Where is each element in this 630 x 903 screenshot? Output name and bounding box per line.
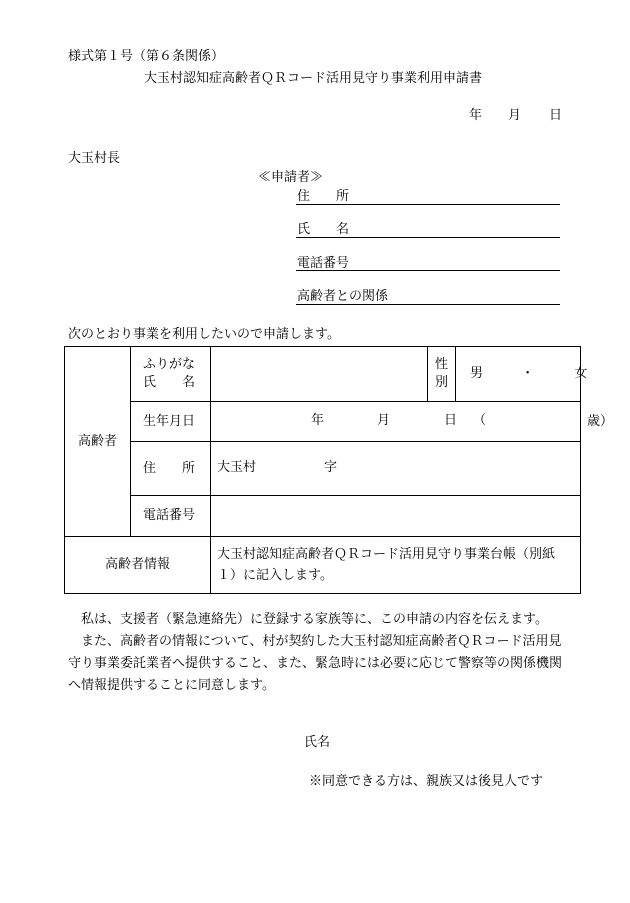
signature-name-label: 氏名: [304, 735, 331, 750]
gender-male-option[interactable]: 男: [470, 366, 484, 381]
age-label: 歳）: [587, 413, 614, 429]
birth-label: 生年月日: [143, 413, 196, 429]
form-number: 様式第１号（第６条関係）: [68, 49, 225, 64]
gender-label-1: 性: [434, 357, 448, 372]
birth-label-cell: [131, 402, 211, 442]
gender-field[interactable]: [456, 347, 588, 402]
furigana-name-label-cell: [131, 347, 211, 402]
consent-paragraph-2: また、高齢者の情報について、村が契約した大玉村認知症高齢者ＱＲコード活用見守り事業委託業者へ提供すること、また、緊急時には必要に応じて警察等の関係機関へ情報提供することに同意します。: [68, 634, 563, 693]
applicant-address-line[interactable]: [296, 204, 560, 205]
elderly-label: 高齢者: [77, 433, 117, 449]
applicant-heading: ≪申請者≫: [258, 170, 324, 185]
birth-field[interactable]: [211, 402, 581, 442]
address-village: 大玉村: [217, 460, 257, 475]
birth-day-label: 日: [444, 413, 458, 428]
application-table: [64, 346, 614, 594]
applicant-relation-line[interactable]: [296, 304, 560, 305]
elderly-info-text: 大玉村認知症高齢者ＱＲコード活用見守り事業台帳（別紙１）に記入します。: [217, 547, 556, 583]
applicant-phone-label: 電話番号: [297, 256, 350, 271]
elderly-name-field[interactable]: [211, 347, 428, 402]
applicant-name-label: 氏 名: [297, 222, 350, 237]
address-aza: 字: [324, 460, 338, 475]
date-month-label: 月: [508, 108, 522, 123]
intro-text: 次のとおり事業を利用したいので申請します。: [68, 327, 340, 342]
gender-separator: ・: [521, 366, 535, 381]
elderly-info-text-cell: [211, 537, 581, 594]
elderly-address-label-cell: [131, 442, 211, 496]
applicant-relation-label: 高齢者との関係: [297, 289, 389, 304]
elderly-address-field[interactable]: [211, 442, 581, 496]
elderly-phone-label: 電話番号: [143, 508, 196, 523]
applicant-address-label: 住 所: [297, 189, 350, 204]
furigana-label: ふりがな: [143, 357, 196, 372]
date-year-label: 年: [469, 108, 483, 123]
signature-note: ※同意できる方は、親族又は後見人です: [309, 774, 544, 789]
applicant-name-line[interactable]: [296, 237, 560, 238]
document-title: 大玉村認知症高齢者ＱＲコード活用見守り事業利用申請書: [144, 71, 483, 86]
age-open-paren: （: [473, 413, 487, 428]
elderly-name-label: 氏 名: [143, 375, 196, 390]
birth-year-label: 年: [311, 413, 325, 428]
addressee: 大玉村長: [68, 151, 121, 166]
elderly-info-label-cell: [65, 537, 211, 594]
elderly-info-label: 高齢者情報: [104, 557, 170, 572]
birth-month-label: 月: [377, 413, 391, 428]
elderly-phone-field[interactable]: [211, 496, 581, 537]
consent-paragraph-1: 私は、支援者（緊急連絡先）に登録する家族等に、この申請の内容を伝えます。: [81, 612, 548, 627]
elderly-label-cell: [65, 347, 131, 537]
gender-female-option[interactable]: 女: [574, 366, 588, 381]
date-day-label: 日: [549, 108, 563, 123]
elderly-address-label: 住 所: [143, 460, 196, 476]
elderly-phone-label-cell: [131, 496, 211, 537]
gender-label-2: 別: [434, 375, 448, 390]
applicant-phone-line[interactable]: [296, 270, 560, 271]
gender-label-cell: [428, 347, 456, 402]
